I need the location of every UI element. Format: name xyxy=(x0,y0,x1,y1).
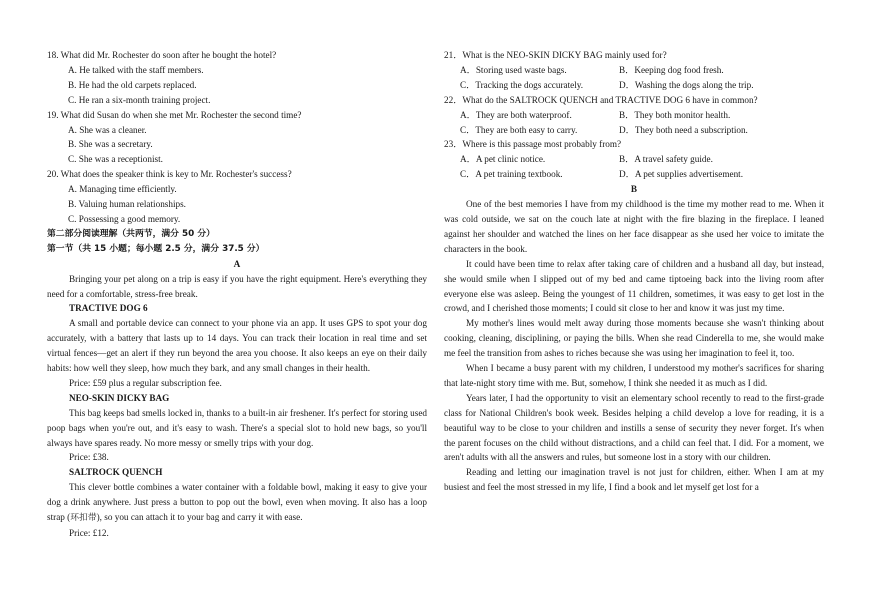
product-price: Price: £38. xyxy=(69,452,109,463)
option-a: A. Managing time efficiently. xyxy=(68,184,177,195)
passage-a-intro: Bringing your pet along on a trip is easy if you have the right equipment. Here's everything they need for a comfortable, stress-free break. xyxy=(47,273,427,299)
description-text: ), so you can attach it to your bag and carry it with ease. xyxy=(96,512,303,523)
passage-b-paragraph: When I became a busy parent with my children, I understood my mother's sacrifices for sharing that late-night story time with me. But, somehow, I think she needed it as much as I did. xyxy=(444,363,824,388)
product-price: Price: £59 plus a regular subscription fee. xyxy=(69,377,222,388)
passage-b-letter: B xyxy=(630,184,638,195)
passage-b-paragraph: My mother's lines would melt away during those moments because she wasn't thinking about cooking, cleaning, disciplining, or paying the bills. When she read Cinderella to me, she would make me feel the transition from ashes to riches because she was using her imagination to feel it, too. xyxy=(444,318,824,359)
product-description: This bag keeps bad smells locked in, thanks to a built-in air freshener. It's perfect for storing used poop bags when you're out, and it's easy to wash. There's a special slot to hold new bags, so you'll always have spares ready. No more messy or smelly trips with your dog. xyxy=(47,407,427,448)
product-saltrock-quench xyxy=(47,465,427,541)
question-18 xyxy=(47,48,427,108)
question-stem: 18. What did Mr. Rochester do soon after he bought the hotel? xyxy=(47,50,277,60)
passage-a-letter: A xyxy=(233,258,241,269)
option-c: C. He ran a six-month training project. xyxy=(68,94,211,105)
option-c: C. She was a receptionist. xyxy=(68,154,163,165)
option-a: A. He talked with the staff members. xyxy=(68,64,204,75)
option-b: B．A travel safety guide. xyxy=(619,154,713,165)
option-b: B. Valuing human relationships. xyxy=(68,199,186,210)
question-22 xyxy=(444,93,824,138)
question-stem: 19. What did Susan do when she met Mr. Rochester the second time? xyxy=(47,109,302,120)
question-19 xyxy=(47,108,427,168)
product-name: TRACTIVE DOG 6 xyxy=(69,303,148,314)
option-a: A．They are both waterproof. xyxy=(460,109,572,120)
product-tractive-dog-6 xyxy=(47,301,427,390)
left-column xyxy=(47,48,427,541)
right-column xyxy=(444,48,824,495)
passage-b-paragraph: Years later, I had the opportunity to visit an elementary school recently to read to the first-grade class for National Children's book week. Besides helping a child develop a love for reading, it is a beautiful way to be close to your children and instills a sense of security they never forget. It's when the parent focuses on the child without distractions, and a child can feel that. I did. For a moment, we aren't adults with all the answers and rules, but someone lost in a story with our children. xyxy=(444,392,824,463)
option-d: D．Washing the dogs along the trip. xyxy=(619,79,754,90)
description-text: This clever bottle combines a water container with a foldable bowl, making it easy to give your dog a drink anywhere. Just press a button to pop out the bowl, even when moving. It also has a loop strap ( xyxy=(47,482,427,523)
option-b: B. He had the old carpets replaced. xyxy=(68,79,197,90)
option-c: C. Possessing a good memory. xyxy=(68,213,181,224)
question-stem: 22．What do the SALTROCK QUENCH and TRACTIVE DOG 6 have in common? xyxy=(444,94,758,105)
product-description xyxy=(47,480,427,526)
question-stem: 21．What is the NEO-SKIN DICKY BAG mainly used for? xyxy=(444,50,667,60)
question-23 xyxy=(444,137,824,182)
option-a: A．Storing used waste bags. xyxy=(460,64,567,75)
product-name: NEO-SKIN DICKY BAG xyxy=(69,392,170,403)
question-20 xyxy=(47,167,427,227)
question-stem: 20. What does the speaker think is key to Mr. Rochester's success? xyxy=(47,169,292,180)
product-neo-skin-dicky-bag xyxy=(47,391,427,466)
option-c: C．A pet training textbook. xyxy=(460,169,563,180)
option-b: B. She was a secretary. xyxy=(68,139,153,150)
product-name: SALTROCK QUENCH xyxy=(69,467,163,478)
question-21 xyxy=(444,48,824,93)
chinese-gloss: 环扣带 xyxy=(70,513,97,524)
passage-b-paragraph: Reading and letting our imagination travel is not just for children, either. When I am at my busiest and feel the most stressed in my life, I find a book and let myself get lost for a xyxy=(444,467,824,493)
product-price: Price: £12. xyxy=(69,528,109,538)
part-heading: 第一节（共 15 小题；每小题 2.5 分，满分 37.5 分） xyxy=(47,243,265,254)
option-a: A. She was a cleaner. xyxy=(68,124,147,135)
option-d: D．A pet supplies advertisement. xyxy=(619,169,744,180)
option-b: B．They both monitor health. xyxy=(619,109,731,120)
product-description: A small and portable device can connect to your phone via an app. It uses GPS to spot your dog accurately, with a battery that lasts up to 14 days. You can track their location in real time and set virtual fences—get an alert if they run beyond the area you choose. It also keeps an eye on their daily habits: how well they sleep, how much they bark, and any small changes in their health. xyxy=(47,318,427,374)
option-c: C．Tracking the dogs accurately. xyxy=(460,79,584,90)
option-c: C．They are both easy to carry. xyxy=(460,124,578,135)
option-a: A．A pet clinic notice. xyxy=(460,154,546,165)
passage-b-paragraph: One of the best memories I have from my childhood is the time my mother read to me. When it was cold outside, we sat on the couch late at night with the fire blazing in the fireplace. I leaned against her shoulder and watched the lines on her face disappear as she used her voice to imitate the characters in the book. xyxy=(444,199,824,254)
section-heading: 第二部分阅读理解（共两节，满分 50 分） xyxy=(47,228,215,239)
question-stem: 23．Where is this passage most probably from? xyxy=(444,139,622,150)
option-d: D．They both need a subscription. xyxy=(619,124,748,135)
passage-b-paragraph: It could have been time to relax after taking care of children and a husband all day, but instead, she would smile when I slipped out of my bed and came tiptoeing back into the living room after everyone else was asleep. Being the youngest of 11 children, sometimes, it was easy to get lost in the crowd, and I cherished those moments; I could sit close to her and know it was just my time. xyxy=(444,258,824,314)
option-b: B．Keeping dog food fresh. xyxy=(619,64,724,75)
